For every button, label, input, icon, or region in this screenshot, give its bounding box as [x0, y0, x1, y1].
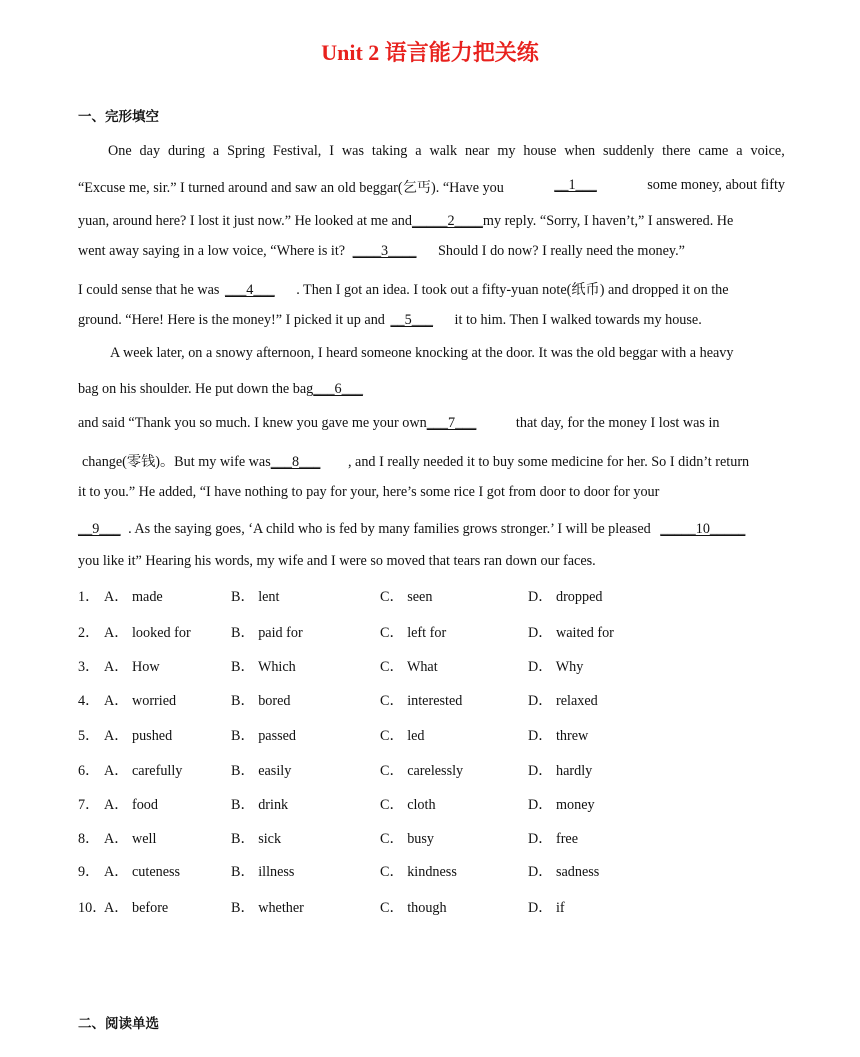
option-a[interactable]: A． How — [104, 659, 160, 675]
passage-word: came — [698, 143, 729, 159]
option-c[interactable]: C． What — [380, 659, 438, 675]
option-a[interactable]: A． before — [104, 900, 169, 916]
option-b[interactable]: B． sick — [231, 831, 282, 847]
option-b[interactable]: B． bored — [231, 693, 291, 709]
question-number: 4． — [78, 693, 100, 709]
option-a[interactable]: A． worried — [104, 693, 177, 709]
option-d[interactable]: D． free — [528, 831, 579, 847]
passage-line-7 — [110, 345, 734, 362]
passage-word: day — [139, 143, 161, 159]
passage-text: A week later, on a snowy afternoon, I heard someone knocking at the door. It was the old beggar with a heavy — [110, 345, 734, 361]
option-d[interactable]: D． if — [528, 900, 565, 916]
option-b[interactable]: B． drink — [231, 797, 289, 813]
passage-text: change(零钱)。But my wife was — [82, 454, 271, 470]
option-b[interactable]: B． paid for — [231, 625, 303, 641]
blank-4[interactable]: ___4___ — [225, 282, 275, 298]
passage-text: . As the saying goes, ‘A child who is fed by many families grows stronger.’ I will be pleased — [128, 521, 651, 537]
passage-line-9 — [78, 415, 719, 432]
passage-word: Spring — [227, 143, 265, 159]
blank-6[interactable]: ___6___ — [313, 381, 363, 397]
passage-line-12 — [78, 521, 745, 538]
passage-text: I could sense that he was — [78, 282, 220, 298]
option-c[interactable]: C． carelessly — [380, 763, 464, 779]
passage-word: taking — [371, 143, 408, 159]
passage-line-11 — [78, 484, 659, 501]
passage-text: “Excuse me, sir.” I turned around and saw an old beggar(乞丐). “Have you — [78, 180, 504, 196]
passage-line-8 — [78, 381, 363, 398]
passage-word: a — [736, 143, 743, 159]
question-number: 6． — [78, 763, 100, 779]
option-c[interactable]: C． cloth — [380, 797, 436, 813]
blank-10[interactable]: _____10_____ — [660, 521, 746, 537]
option-a[interactable]: A． cuteness — [104, 864, 181, 880]
option-c[interactable]: C． seen — [380, 589, 433, 605]
option-c[interactable]: C． interested — [380, 693, 463, 709]
passage-word: One — [108, 143, 132, 159]
blank-2[interactable]: _____2____ — [411, 213, 483, 229]
passage-word: was — [341, 143, 364, 159]
option-c[interactable]: C． busy — [380, 831, 434, 847]
passage-text: ground. “Here! Here is the money!” I picked it up and — [78, 312, 385, 328]
option-b[interactable]: B． lent — [231, 589, 280, 605]
passage-text: , and I really needed it to buy some medicine for her. So I didn’t return — [347, 454, 750, 470]
blank-7[interactable]: ___7___ — [426, 415, 477, 431]
option-c[interactable]: C． left for — [380, 625, 447, 641]
section-heading-cloze: 一、完形填空 — [78, 109, 159, 125]
passage-line-3 — [78, 213, 733, 230]
passage-line-5 — [78, 279, 729, 299]
option-a[interactable]: A． well — [104, 831, 157, 847]
passage-text: bag on his shoulder. He put down the bag — [78, 381, 314, 397]
question-number: 2． — [78, 625, 100, 641]
passage-word: Festival, — [272, 143, 322, 159]
passage-text: and said “Thank you so much. I knew you gave me your own — [78, 415, 427, 431]
blank-3[interactable]: ____3____ — [352, 243, 417, 259]
option-d[interactable]: D． relaxed — [528, 693, 598, 709]
passage-word: I — [329, 143, 334, 159]
option-d[interactable]: D． money — [528, 797, 595, 813]
passage-text: my reply. “Sorry, I haven’t,” I answered. He — [482, 213, 734, 229]
passage-text: went away saying in a low voice, “Where is it? — [78, 243, 346, 259]
question-number: 7． — [78, 797, 100, 813]
blank-1[interactable]: __1___ — [554, 177, 597, 193]
question-number: 3． — [78, 659, 100, 675]
passage-line-6 — [78, 312, 702, 329]
passage-word: suddenly — [603, 143, 655, 159]
option-b[interactable]: B． illness — [231, 864, 295, 880]
blank-8[interactable]: ___8___ — [270, 454, 321, 470]
option-b[interactable]: B． passed — [231, 728, 297, 744]
passage-text: that day, for the money I lost was in — [515, 415, 720, 431]
passage-word: a — [415, 143, 422, 159]
option-c[interactable]: C． though — [380, 900, 447, 916]
passage-word: during — [167, 143, 205, 159]
option-b[interactable]: B． whether — [231, 900, 304, 916]
passage-line-4 — [78, 243, 685, 260]
option-c[interactable]: C． led — [380, 728, 425, 744]
passage-text: some money, about fifty — [647, 177, 785, 193]
question-number: 5． — [78, 728, 100, 744]
option-d[interactable]: D． hardly — [528, 763, 593, 779]
passage-word: house — [523, 143, 557, 159]
passage-word: walk — [429, 143, 458, 159]
question-number: 9． — [78, 864, 100, 880]
question-number: 8． — [78, 831, 100, 847]
passage-word: voice, — [750, 143, 785, 159]
option-c[interactable]: C． kindness — [380, 864, 457, 880]
passage-text: yuan, around here? I lost it just now.” He looked at me and — [78, 213, 412, 229]
option-a[interactable]: A． pushed — [104, 728, 173, 744]
passage-line-10 — [82, 451, 749, 471]
option-b[interactable]: B． Which — [231, 659, 296, 675]
blank-9[interactable]: __9___ — [78, 521, 121, 537]
section-heading-reading: 二、阅读单选 — [78, 1016, 159, 1032]
passage-text: you like it” Hearing his words, my wife and I were so moved that tears ran down our faces. — [78, 553, 596, 569]
passage-word: when — [564, 143, 596, 159]
question-number: 1． — [78, 589, 100, 605]
blank-5[interactable]: __5___ — [390, 312, 433, 328]
option-a[interactable]: A． made — [104, 589, 163, 605]
option-a[interactable]: A． carefully — [104, 763, 183, 779]
option-a[interactable]: A． looked for — [104, 625, 191, 641]
question-number: 10． — [78, 900, 107, 916]
passage-text: it to you.” He added, “I have nothing to pay for your, here’s some rice I got from door to door for your — [78, 484, 660, 500]
option-d[interactable]: D． sadness — [528, 864, 600, 880]
passage-text: Should I do now? I really need the money.” — [438, 243, 685, 259]
passage-word: there — [662, 143, 691, 159]
page-title: Unit 2 语言能力把关练 — [321, 40, 539, 65]
passage-line-13 — [78, 553, 596, 570]
passage-word: a — [212, 143, 220, 159]
passage-word: near — [464, 143, 490, 159]
option-d[interactable]: D． waited for — [528, 625, 614, 641]
option-d[interactable]: D． threw — [528, 728, 589, 744]
passage-text: . Then I got an idea. I took out a fifty-yuan note(纸币) and dropped it on the — [296, 282, 729, 298]
option-d[interactable]: D． Why — [528, 659, 584, 675]
option-d[interactable]: D． dropped — [528, 589, 603, 605]
passage-word: my — [497, 143, 516, 159]
option-b[interactable]: B． easily — [231, 763, 292, 779]
passage-text: it to him. Then I walked towards my house. — [454, 312, 702, 328]
passage-line-2 — [78, 177, 785, 197]
passage-line-1 — [108, 143, 785, 160]
option-a[interactable]: A． food — [104, 797, 158, 813]
